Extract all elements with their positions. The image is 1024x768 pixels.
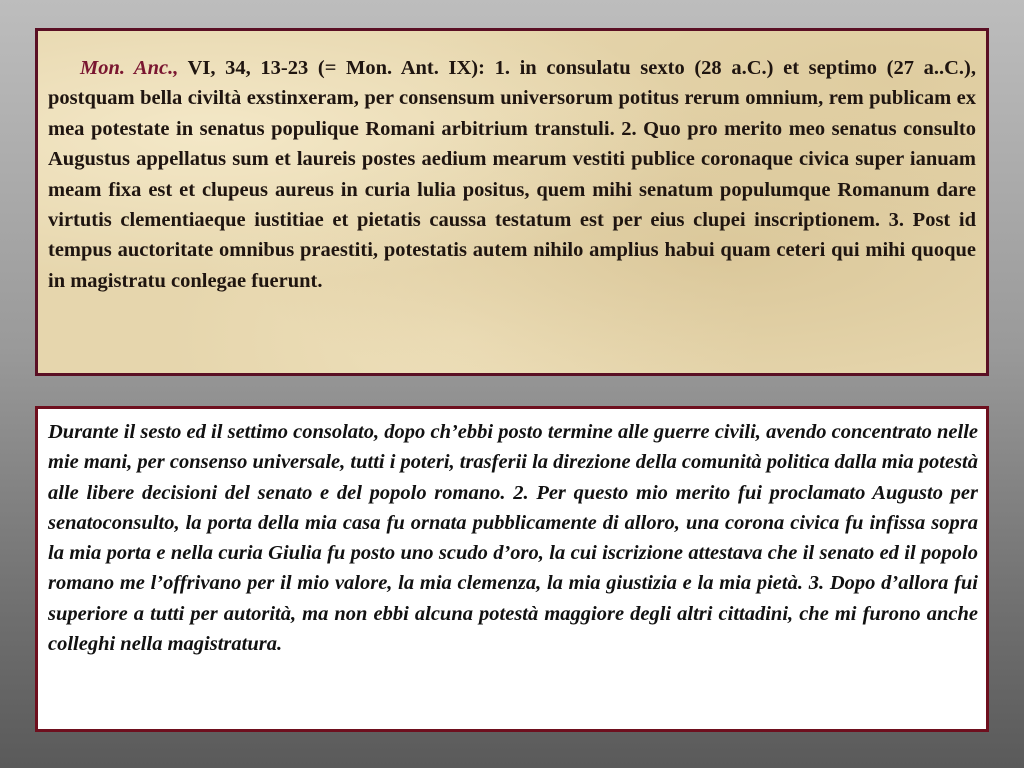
source-reference: Mon. Anc., [80,57,179,79]
latin-passage-text [48,53,976,296]
italian-translation-text: Durante il sesto ed il settimo consolato, dopo ch’ebbi posto termine alle guerre civili, avendo concentrato nelle mie mani, per consenso universale, tutti i poteri, trasferii la direzione della comunità politica dalla mia potestà alle libere decisioni del senato e del popolo romano. 2. Per questo mio merito fui proclamato Augusto per senatoconsulto, la porta della mia casa fu ornata pubblicamente di alloro, una corona civica fu infissa sopra la mia porta e nella curia Giulia fu posto uno scudo d’oro, la cui iscrizione attestava che il senato ed il popolo romano me l’offrivano per il mio valore, la mia clemenza, la mia giustizia e la mia pietà. 3. Dopo d’allora fui superiore a tutti per autorità, ma non ebbi alcuna potestà maggiore degli altri cittadini, che mi furono anche colleghi nella magistratura. [48,421,978,656]
latin-passage-box [35,28,989,376]
latin-passage-body: VI, 34, 13-23 (= Mon. Ant. IX): 1. in consulatu sexto (28 a.C.) et septimo (27 a..C.), postquam bella civiltà exstinxeram, per consensum universorum potitus rerum omnium, rem publicam ex mea potestate in senatus populique Romani arbitrium transtuli. 2. Quo pro merito meo senatus consulto Augustus appellatus sum et laureis postes aedium mearum vestiti publice coronaque civica super ianuam meam fixa est et clupeus aureus in curia lulia positus, quem mihi senatum populumque Romanum dare virtutis clementiaeque iustitiae et pietatis caussa testatum est per eius clupei inscriptionem. 3. Post id tempus auctoritate omnibus praestiti, potestatis autem nihilo amplius habui quam ceteri qui mihi quoque in magistratu conlegae fuerunt. [48,57,977,292]
italian-translation-box [35,406,989,732]
